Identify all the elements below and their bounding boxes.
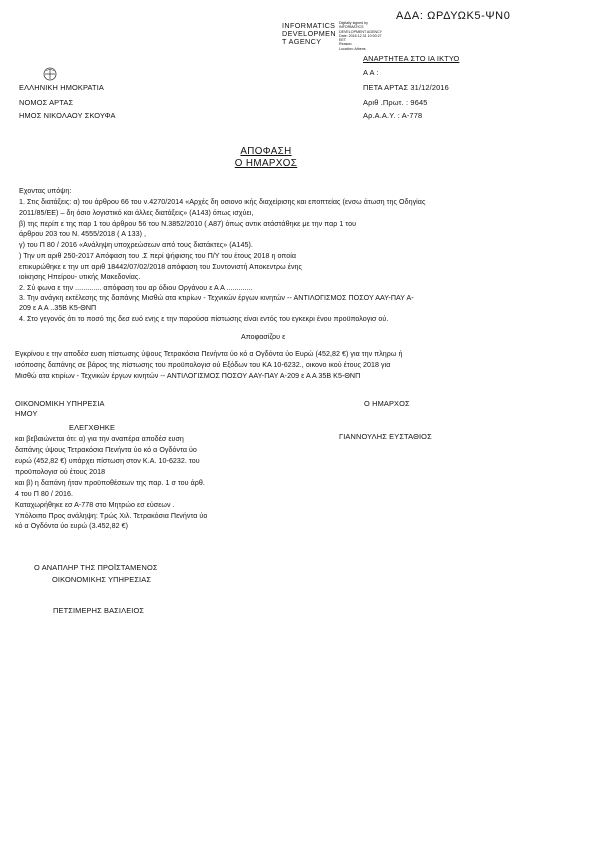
body-line: γ) του Π 80 / 2016 «Ανάληψη υποχρεώσεων από τους διατάκτες» (Α145). (19, 241, 253, 249)
finance-line: κό α Ογδόντα ύο ευρώ (3.452,82 €) (15, 522, 129, 530)
finance-heading: ΟΙΚΟΝΟΜΙΚΗ ΥΠΗΡΕΣΙΑ (15, 399, 105, 408)
deputy-title: Ο ΑΝΑΠΛΗΡ ΤΗΣ ΠΡΟΪΣΤΑΜΕΝΟΣ (34, 563, 158, 572)
body-line: 3. Την ανάγκη εκτέλεσης της δαπάνης Μισθώ ατα κτιρίων - Τεχνικών έργων κινητών -- ΑΝΤΙΛΟΓΙΣΜΟΣ ΠΟΣΟΥ ΑΑΥ-ΠΑΥ Α- (19, 294, 414, 302)
checked-label: ΕΛΕΓΧΘΗΚΕ (69, 423, 116, 432)
agency-line: INFORMATICS (282, 21, 336, 30)
posting-notice: ΑΝΑΡΤΗΤΕΑ ΣΤΟ ΙΑ ΙΚΤΥΟ (363, 54, 460, 63)
document-date: ΠΕΤΑ ΑΡΤΑΣ 31/12/2016 (363, 83, 449, 92)
body-line: 1. Στις διατάξεις: α) του άρθρου 66 του ν.4270/2014 «Αρχές δη οσιονο ικής διαχείρισης και εποπτείας (ενσω άτωση της Οδηγίας (19, 198, 426, 206)
aay-number: Αρ.Α.Α.Υ. : Α-778 (363, 111, 423, 120)
finance-line: ευρώ (452,82 €) υπάρχει πίστωση στον Κ.Α. 10-6232. του (15, 457, 200, 465)
body-line: β) της περίπ ε της παρ 1 του άρθρου 56 του Ν.3852/2010 ( Α87) όπως αντικ ατάστάθηκε με την παρ 1 του (19, 220, 357, 228)
finance-line: 4 του Π 80 / 2016. (15, 490, 73, 498)
finance-line: και βεβαιώνεται ότι: α) για την αναπέρα αποδέσ ευση (15, 435, 184, 443)
finance-line: προϋπολογισ ού έτους 2018 (15, 468, 106, 476)
mayor-signature-label: Ο ΗΜΑΡΧΟΣ (364, 399, 410, 408)
mayor-title: Ο ΗΜΑΡΧΟΣ (234, 158, 298, 169)
digital-signature-note (339, 21, 382, 51)
approve-line: Μισθώ ατα κτιρίων - Τεχνικών έργων κινητών -- ΑΝΤΙΛΟΓΙΣΜΟΣ ΠΟΣΟΥ ΑΑΥ-ΠΑΥ Α-209 ε Α Α 35Β Κ5-ΘΝΠ (15, 372, 361, 380)
agency-line: T AGENCY (282, 37, 322, 46)
body-line: 2011/85/ΕΕ) – δη όσιο λογιστικό και άλλες διατάξεις» (Α143) όπως ισχύει, (19, 209, 254, 217)
country-label: ΕΛΛΗΝΙΚΗ ΗΜΟΚΡΑΤΙΑ (19, 83, 104, 92)
body-line: επικυρώθηκε ε την υπ αριθ 18442/07/02/2018 απόφαση του Συντονιστή Αποκεντρω ένης (19, 263, 303, 271)
agency-name (282, 22, 336, 46)
mayor-name: ΓΙΑΝΝΟΥΛΗΣ ΕΥΣΤΑΘΙΟΣ (339, 432, 432, 441)
signature-line: EET (339, 38, 346, 43)
deputy-name: ΠΕΤΣΙΜΕΡΗΣ ΒΑΣΙΛΕΙΟΣ (53, 606, 145, 615)
approve-line: ισόποσης δαπάνης σε βάρος της πίστωσης του προϋπολογισ ού Εξόδων του ΚΑ 10-6232., οικονο ικού έτους 2018 για (15, 361, 391, 369)
intro-text: Εχοντας υπόψη: (19, 187, 72, 195)
decision-title: ΑΠΟΦΑΣΗ (240, 146, 292, 157)
aa-field: Α Α : (363, 68, 379, 77)
body-line: 2. Σύ φωνα ε την ............. απόφαση του αρ όδιου Οργάνου ε Α Α ............. (19, 284, 253, 292)
prefecture-label: ΝΟΜΟΣ ΑΡΤΑΣ (19, 98, 74, 107)
signature-line: Digitally signed by (339, 21, 368, 25)
body-line: ιοίκησης Ηπείρου- υτικής Μακεδονίας. (19, 273, 141, 281)
decide-heading: Αποφασίζου ε (241, 333, 286, 341)
municipality-label: ΗΜΟΣ ΝΙΚΟΛΑΟΥ ΣΚΟΥΦΑ (19, 111, 116, 120)
body-line: ) Την υπ αριθ 250-2017 Απόφαση του .Σ περί ψήφισης του Π/Υ του έτους 2018 η οποία (19, 252, 297, 260)
finance-line: και β) η δαπάνη ήταν προϋποθέσεων της παρ. 1 σ του άρθ. (15, 479, 205, 487)
finance-line: δαπάνης ύψους Τετρακόσια Πενήντα ύο κό α Ογδόντα ύο (15, 446, 197, 454)
signature-line: INFORMATICS (339, 25, 364, 30)
body-line: άρθρου 203 του Ν. 4555/2018 ( Α 133) , (19, 230, 147, 238)
finance-line: Υπόλοιπο Προς ανάληψη: Τρώς Χιλ. Τετρακόσια Πενήντα ύο (15, 512, 208, 520)
agency-line: DEVELOPMEN (282, 29, 336, 38)
ada-code: ΑΔΑ: ΩΡΔΥΩΚ5-ΨΝ0 (396, 10, 511, 22)
signature-line: Date: 2016.12.31 10:00:27 (339, 33, 382, 38)
signature-line: Location: Athens (339, 46, 366, 51)
body-line: 4. Στο γεγονός ότι το ποσό της δεσ ευό ενης ε την παρούσα πίστωσης είναι εντός του εγκεκρι ένου προϋπολογισ ού. (19, 315, 389, 323)
protocol-number: Αριθ .Πρωτ. : 9645 (363, 98, 428, 107)
signature-line: Reason: (339, 42, 353, 47)
finance-line: Καταχωρήθηκε εσ Α-778 στο Μητρώο εσ εύσεων . (15, 501, 175, 509)
body-line: 209 ε Α Α ..35Β Κ5-ΘΝΠ (19, 304, 97, 312)
approve-line: Εγκρίνου ε την αποδέσ ευση πίστωσης ύψους Τετρακόσια Πενήντα ύο κό α Ογδόντα ύο Ευρώ (452,82 €) για την πληρω ή (15, 350, 403, 358)
finance-sub: ΗΜΟΥ (15, 409, 38, 418)
deputy-department: ΟΙΚΟΝΟΜΙΚΗΣ ΥΠΗΡΕΣΙΑΣ (52, 575, 152, 584)
signature-line: DEVELOPMENT AGENCY (339, 29, 383, 34)
